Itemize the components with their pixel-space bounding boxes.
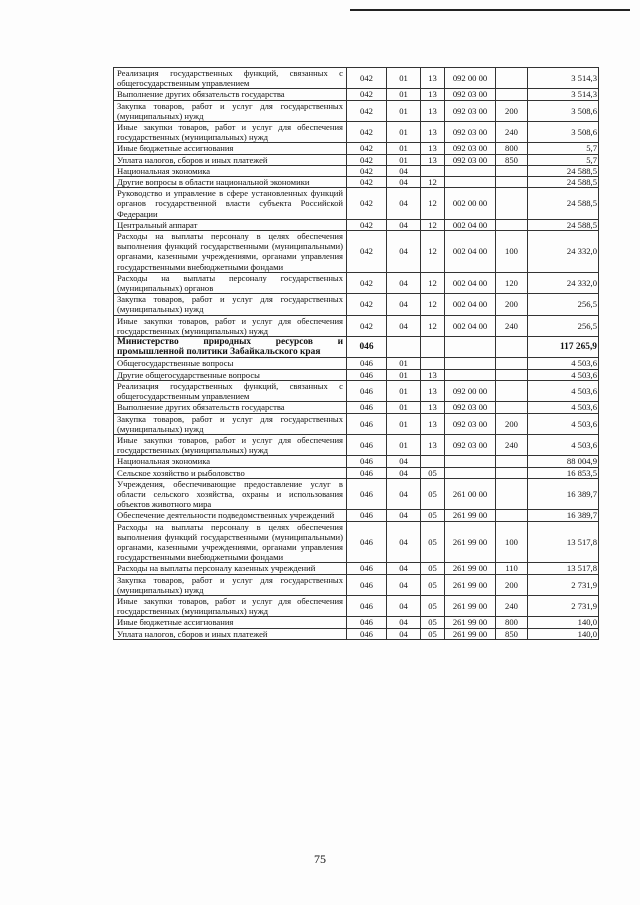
table-row	[114, 154, 599, 165]
row-name-cell: Уплата налогов, сборов и иных платежей	[114, 154, 347, 165]
section-code-cell: 04	[387, 231, 421, 273]
section-code-cell: 04	[387, 188, 421, 220]
expense-type-cell: 120	[496, 272, 528, 293]
expense-type-cell: 100	[496, 521, 528, 563]
target-article-cell: 002 00 00	[445, 188, 496, 220]
amount-cell: 13 517,8	[528, 563, 599, 574]
section-code-cell: 04	[387, 177, 421, 188]
subsection-code-cell: 05	[421, 595, 445, 616]
table-row	[114, 628, 599, 639]
amount-cell: 3 514,3	[528, 89, 599, 100]
section-code-cell: 01	[387, 402, 421, 413]
section-code-cell: 01	[387, 68, 421, 89]
ministry-code-cell: 046	[347, 574, 387, 595]
section-code-cell: 04	[387, 456, 421, 467]
section-code-cell: 04	[387, 521, 421, 563]
budget-table	[113, 67, 599, 640]
ministry-code-cell: 042	[347, 177, 387, 188]
target-article-cell: 092 03 00	[445, 89, 496, 100]
expense-type-cell	[496, 402, 528, 413]
table-row	[114, 510, 599, 521]
ministry-code-cell: 042	[347, 68, 387, 89]
subsection-code-cell: 05	[421, 510, 445, 521]
ministry-code-cell: 046	[347, 402, 387, 413]
target-article-cell: 261 99 00	[445, 521, 496, 563]
row-name-cell: Выполнение других обязательств государства	[114, 89, 347, 100]
subsection-code-cell: 13	[421, 380, 445, 401]
row-name-cell: Национальная экономика	[114, 165, 347, 176]
section-code-cell: 04	[387, 563, 421, 574]
row-name-cell: Выполнение других обязательств государства	[114, 402, 347, 413]
amount-cell: 4 503,6	[528, 358, 599, 369]
amount-cell: 16 389,7	[528, 478, 599, 510]
target-article-cell	[445, 337, 496, 358]
expense-type-cell	[496, 177, 528, 188]
ministry-code-cell: 042	[347, 294, 387, 315]
row-name-cell: Закупка товаров, работ и услуг для государственных (муниципальных) нужд	[114, 100, 347, 121]
table-row	[114, 143, 599, 154]
row-name-cell: Иные закупки товаров, работ и услуг для обеспечения государственных (муниципальных) нужд	[114, 122, 347, 143]
table-row	[114, 617, 599, 628]
ministry-code-cell: 042	[347, 315, 387, 336]
ministry-code-cell: 042	[347, 231, 387, 273]
subsection-code-cell: 05	[421, 478, 445, 510]
section-code-cell: 04	[387, 617, 421, 628]
subsection-code-cell	[421, 337, 445, 358]
row-name-cell: Расходы на выплаты персоналу в целях обеспечения выполнения функций государственными (муниципальными) органами, казенными учреждениями, органами управления государственными внебюджетными фондами	[114, 231, 347, 273]
section-code-cell: 04	[387, 628, 421, 639]
amount-cell: 140,0	[528, 628, 599, 639]
table-row	[114, 337, 599, 358]
section-code-cell: 04	[387, 510, 421, 521]
amount-cell: 256,5	[528, 315, 599, 336]
subsection-code-cell: 12	[421, 219, 445, 230]
target-article-cell: 002 04 00	[445, 315, 496, 336]
expense-type-cell: 200	[496, 100, 528, 121]
subsection-code-cell: 05	[421, 628, 445, 639]
subsection-code-cell: 05	[421, 521, 445, 563]
target-article-cell: 092 03 00	[445, 143, 496, 154]
amount-cell: 2 731,9	[528, 595, 599, 616]
ministry-code-cell: 046	[347, 521, 387, 563]
row-name-cell: Иные закупки товаров, работ и услуг для обеспечения государственных (муниципальных) нужд	[114, 315, 347, 336]
target-article-cell	[445, 165, 496, 176]
row-name-cell: Реализация государственных функций, связанных с общегосударственным управлением	[114, 68, 347, 89]
ministry-code-cell: 046	[347, 369, 387, 380]
section-code-cell: 04	[387, 478, 421, 510]
section-code-cell: 01	[387, 434, 421, 455]
subsection-code-cell: 13	[421, 122, 445, 143]
ministry-code-cell: 046	[347, 467, 387, 478]
amount-cell: 24 588,5	[528, 177, 599, 188]
section-code-cell: 04	[387, 315, 421, 336]
row-name-cell: Сельское хозяйство и рыболовство	[114, 467, 347, 478]
table-row	[114, 219, 599, 230]
row-name-cell: Расходы на выплаты персоналу казенных учреждений	[114, 563, 347, 574]
target-article-cell: 092 03 00	[445, 402, 496, 413]
page-number: 75	[314, 852, 326, 866]
section-code-cell: 01	[387, 89, 421, 100]
section-code-cell: 01	[387, 413, 421, 434]
ministry-code-cell: 042	[347, 89, 387, 100]
ministry-code-cell: 046	[347, 358, 387, 369]
amount-cell: 13 517,8	[528, 521, 599, 563]
amount-cell: 24 588,5	[528, 188, 599, 220]
subsection-code-cell: 13	[421, 89, 445, 100]
ministry-code-cell: 046	[347, 380, 387, 401]
section-code-cell: 04	[387, 294, 421, 315]
expense-type-cell	[496, 165, 528, 176]
row-name-cell: Иные закупки товаров, работ и услуг для обеспечения государственных (муниципальных) нужд	[114, 434, 347, 455]
expense-type-cell: 240	[496, 434, 528, 455]
expense-type-cell: 200	[496, 413, 528, 434]
target-article-cell	[445, 456, 496, 467]
ministry-code-cell: 046	[347, 628, 387, 639]
table-row	[114, 358, 599, 369]
expense-type-cell: 100	[496, 231, 528, 273]
section-code-cell: 01	[387, 122, 421, 143]
section-code-cell: 01	[387, 143, 421, 154]
subsection-code-cell: 12	[421, 177, 445, 188]
amount-cell: 5,7	[528, 154, 599, 165]
expense-type-cell: 200	[496, 574, 528, 595]
ministry-code-cell: 042	[347, 100, 387, 121]
table-row	[114, 272, 599, 293]
row-name-cell: Расходы на выплаты персоналу государственных (муниципальных) органов	[114, 272, 347, 293]
ministry-code-cell: 042	[347, 165, 387, 176]
target-article-cell: 002 04 00	[445, 294, 496, 315]
ministry-code-cell: 046	[347, 563, 387, 574]
target-article-cell: 002 04 00	[445, 272, 496, 293]
expense-type-cell	[496, 337, 528, 358]
target-article-cell	[445, 467, 496, 478]
target-article-cell: 002 04 00	[445, 231, 496, 273]
expense-type-cell	[496, 89, 528, 100]
subsection-code-cell	[421, 358, 445, 369]
section-code-cell: 04	[387, 595, 421, 616]
subsection-code-cell: 05	[421, 574, 445, 595]
row-name-cell: Национальная экономика	[114, 456, 347, 467]
row-name-cell: Иные бюджетные ассигнования	[114, 143, 347, 154]
row-name-cell: Другие вопросы в области национальной экономики	[114, 177, 347, 188]
ministry-code-cell: 042	[347, 272, 387, 293]
table-row	[114, 188, 599, 220]
table-row	[114, 177, 599, 188]
row-name-cell: Другие общегосударственные вопросы	[114, 369, 347, 380]
expense-type-cell: 240	[496, 595, 528, 616]
section-code-cell: 01	[387, 100, 421, 121]
amount-cell: 24 588,5	[528, 219, 599, 230]
subsection-code-cell: 13	[421, 369, 445, 380]
target-article-cell: 261 99 00	[445, 563, 496, 574]
amount-cell: 117 265,9	[528, 337, 599, 358]
subsection-code-cell: 12	[421, 272, 445, 293]
table-row	[114, 89, 599, 100]
target-article-cell: 261 99 00	[445, 617, 496, 628]
table-row	[114, 402, 599, 413]
header-rule	[350, 9, 630, 11]
expense-type-cell	[496, 510, 528, 521]
subsection-code-cell: 13	[421, 143, 445, 154]
subsection-code-cell: 12	[421, 231, 445, 273]
amount-cell: 24 332,0	[528, 231, 599, 273]
amount-cell: 4 503,6	[528, 434, 599, 455]
table-row	[114, 563, 599, 574]
target-article-cell: 092 03 00	[445, 154, 496, 165]
subsection-code-cell: 13	[421, 100, 445, 121]
amount-cell: 24 588,5	[528, 165, 599, 176]
ministry-code-cell: 042	[347, 219, 387, 230]
row-name-cell: Учреждения, обеспечивающие предоставление услуг в области сельского хозяйства, охраны и использования объектов животного мира	[114, 478, 347, 510]
table-row	[114, 595, 599, 616]
ministry-code-cell: 046	[347, 434, 387, 455]
row-name-cell: Иные закупки товаров, работ и услуг для обеспечения государственных (муниципальных) нужд	[114, 595, 347, 616]
section-code-cell: 01	[387, 154, 421, 165]
row-name-cell: Расходы на выплаты персоналу в целях обеспечения выполнения функций государственными (муниципальными) органами, казенными учреждениями, органами управления государственными внебюджетными фондами	[114, 521, 347, 563]
ministry-code-cell: 046	[347, 478, 387, 510]
expense-type-cell	[496, 358, 528, 369]
section-code-cell: 01	[387, 380, 421, 401]
ministry-code-cell: 042	[347, 188, 387, 220]
amount-cell: 88 004,9	[528, 456, 599, 467]
target-article-cell: 261 99 00	[445, 628, 496, 639]
table-row	[114, 68, 599, 89]
target-article-cell: 002 04 00	[445, 219, 496, 230]
target-article-cell	[445, 358, 496, 369]
expense-type-cell	[496, 467, 528, 478]
amount-cell: 2 731,9	[528, 574, 599, 595]
table-row	[114, 294, 599, 315]
section-code-cell	[387, 337, 421, 358]
subsection-code-cell: 13	[421, 402, 445, 413]
amount-cell: 4 503,6	[528, 380, 599, 401]
section-code-cell: 04	[387, 219, 421, 230]
table-row	[114, 369, 599, 380]
expense-type-cell: 800	[496, 617, 528, 628]
expense-type-cell: 240	[496, 315, 528, 336]
amount-cell: 3 514,3	[528, 68, 599, 89]
amount-cell: 3 508,6	[528, 100, 599, 121]
expense-type-cell	[496, 188, 528, 220]
section-code-cell: 04	[387, 574, 421, 595]
expense-type-cell	[496, 380, 528, 401]
row-name-cell: Общегосударственные вопросы	[114, 358, 347, 369]
subsection-code-cell	[421, 456, 445, 467]
target-article-cell: 261 99 00	[445, 510, 496, 521]
target-article-cell: 261 99 00	[445, 595, 496, 616]
expense-type-cell	[496, 68, 528, 89]
row-name-cell: Закупка товаров, работ и услуг для государственных (муниципальных) нужд	[114, 294, 347, 315]
ministry-code-cell: 046	[347, 617, 387, 628]
amount-cell: 4 503,6	[528, 369, 599, 380]
subsection-code-cell: 12	[421, 188, 445, 220]
amount-cell: 3 508,6	[528, 122, 599, 143]
section-code-cell: 04	[387, 272, 421, 293]
table-row	[114, 456, 599, 467]
ministry-code-cell: 042	[347, 143, 387, 154]
target-article-cell: 261 00 00	[445, 478, 496, 510]
table-row	[114, 122, 599, 143]
ministry-code-cell: 046	[347, 337, 387, 358]
table-row	[114, 434, 599, 455]
table-row	[114, 380, 599, 401]
amount-cell: 16 389,7	[528, 510, 599, 521]
row-name-cell: Иные бюджетные ассигнования	[114, 617, 347, 628]
target-article-cell: 092 03 00	[445, 122, 496, 143]
section-code-cell: 04	[387, 165, 421, 176]
expense-type-cell: 110	[496, 563, 528, 574]
table-row	[114, 231, 599, 273]
ministry-code-cell: 042	[347, 122, 387, 143]
row-name-cell: Обеспечение деятельности подведомственных учреждений	[114, 510, 347, 521]
target-article-cell: 092 03 00	[445, 100, 496, 121]
section-code-cell: 01	[387, 369, 421, 380]
expense-type-cell: 800	[496, 143, 528, 154]
table-row	[114, 478, 599, 510]
target-article-cell: 092 00 00	[445, 380, 496, 401]
table-row	[114, 315, 599, 336]
table-row	[114, 574, 599, 595]
expense-type-cell: 240	[496, 122, 528, 143]
subsection-code-cell: 05	[421, 467, 445, 478]
subsection-code-cell: 13	[421, 413, 445, 434]
subsection-code-cell: 05	[421, 617, 445, 628]
amount-cell: 16 853,5	[528, 467, 599, 478]
amount-cell: 140,0	[528, 617, 599, 628]
row-name-cell: Руководство и управление в сфере установленных функций органов государственной власти субъекта Российской Федерации	[114, 188, 347, 220]
row-name-cell: Уплата налогов, сборов и иных платежей	[114, 628, 347, 639]
expense-type-cell: 850	[496, 154, 528, 165]
amount-cell: 4 503,6	[528, 402, 599, 413]
subsection-code-cell: 12	[421, 294, 445, 315]
amount-cell: 4 503,6	[528, 413, 599, 434]
table-row	[114, 521, 599, 563]
row-name-cell: Реализация государственных функций, связанных с общегосударственным управлением	[114, 380, 347, 401]
expense-type-cell	[496, 369, 528, 380]
target-article-cell: 261 99 00	[445, 574, 496, 595]
subsection-code-cell: 13	[421, 434, 445, 455]
table-row	[114, 413, 599, 434]
table-row	[114, 100, 599, 121]
subsection-code-cell: 13	[421, 68, 445, 89]
table-row	[114, 467, 599, 478]
target-article-cell	[445, 177, 496, 188]
row-name-cell: Центральный аппарат	[114, 219, 347, 230]
ministry-code-cell: 046	[347, 595, 387, 616]
amount-cell: 24 332,0	[528, 272, 599, 293]
expense-type-cell	[496, 456, 528, 467]
expense-type-cell	[496, 478, 528, 510]
expense-type-cell	[496, 219, 528, 230]
ministry-code-cell: 042	[347, 154, 387, 165]
subsection-code-cell: 13	[421, 154, 445, 165]
target-article-cell: 092 00 00	[445, 68, 496, 89]
ministry-code-cell: 046	[347, 510, 387, 521]
subsection-code-cell: 05	[421, 563, 445, 574]
amount-cell: 5,7	[528, 143, 599, 154]
section-code-cell: 01	[387, 358, 421, 369]
ministry-code-cell: 046	[347, 456, 387, 467]
amount-cell: 256,5	[528, 294, 599, 315]
ministry-code-cell: 046	[347, 413, 387, 434]
target-article-cell: 092 03 00	[445, 413, 496, 434]
table-body	[114, 68, 599, 640]
target-article-cell: 092 03 00	[445, 434, 496, 455]
section-code-cell: 04	[387, 467, 421, 478]
subsection-code-cell: 12	[421, 315, 445, 336]
expense-type-cell: 850	[496, 628, 528, 639]
subsection-code-cell	[421, 165, 445, 176]
row-name-cell: Закупка товаров, работ и услуг для государственных (муниципальных) нужд	[114, 574, 347, 595]
expense-type-cell: 200	[496, 294, 528, 315]
table-row	[114, 165, 599, 176]
target-article-cell	[445, 369, 496, 380]
row-name-cell: Министерство природных ресурсов и промышленной политики Забайкальского края	[114, 337, 347, 358]
row-name-cell: Закупка товаров, работ и услуг для государственных (муниципальных) нужд	[114, 413, 347, 434]
